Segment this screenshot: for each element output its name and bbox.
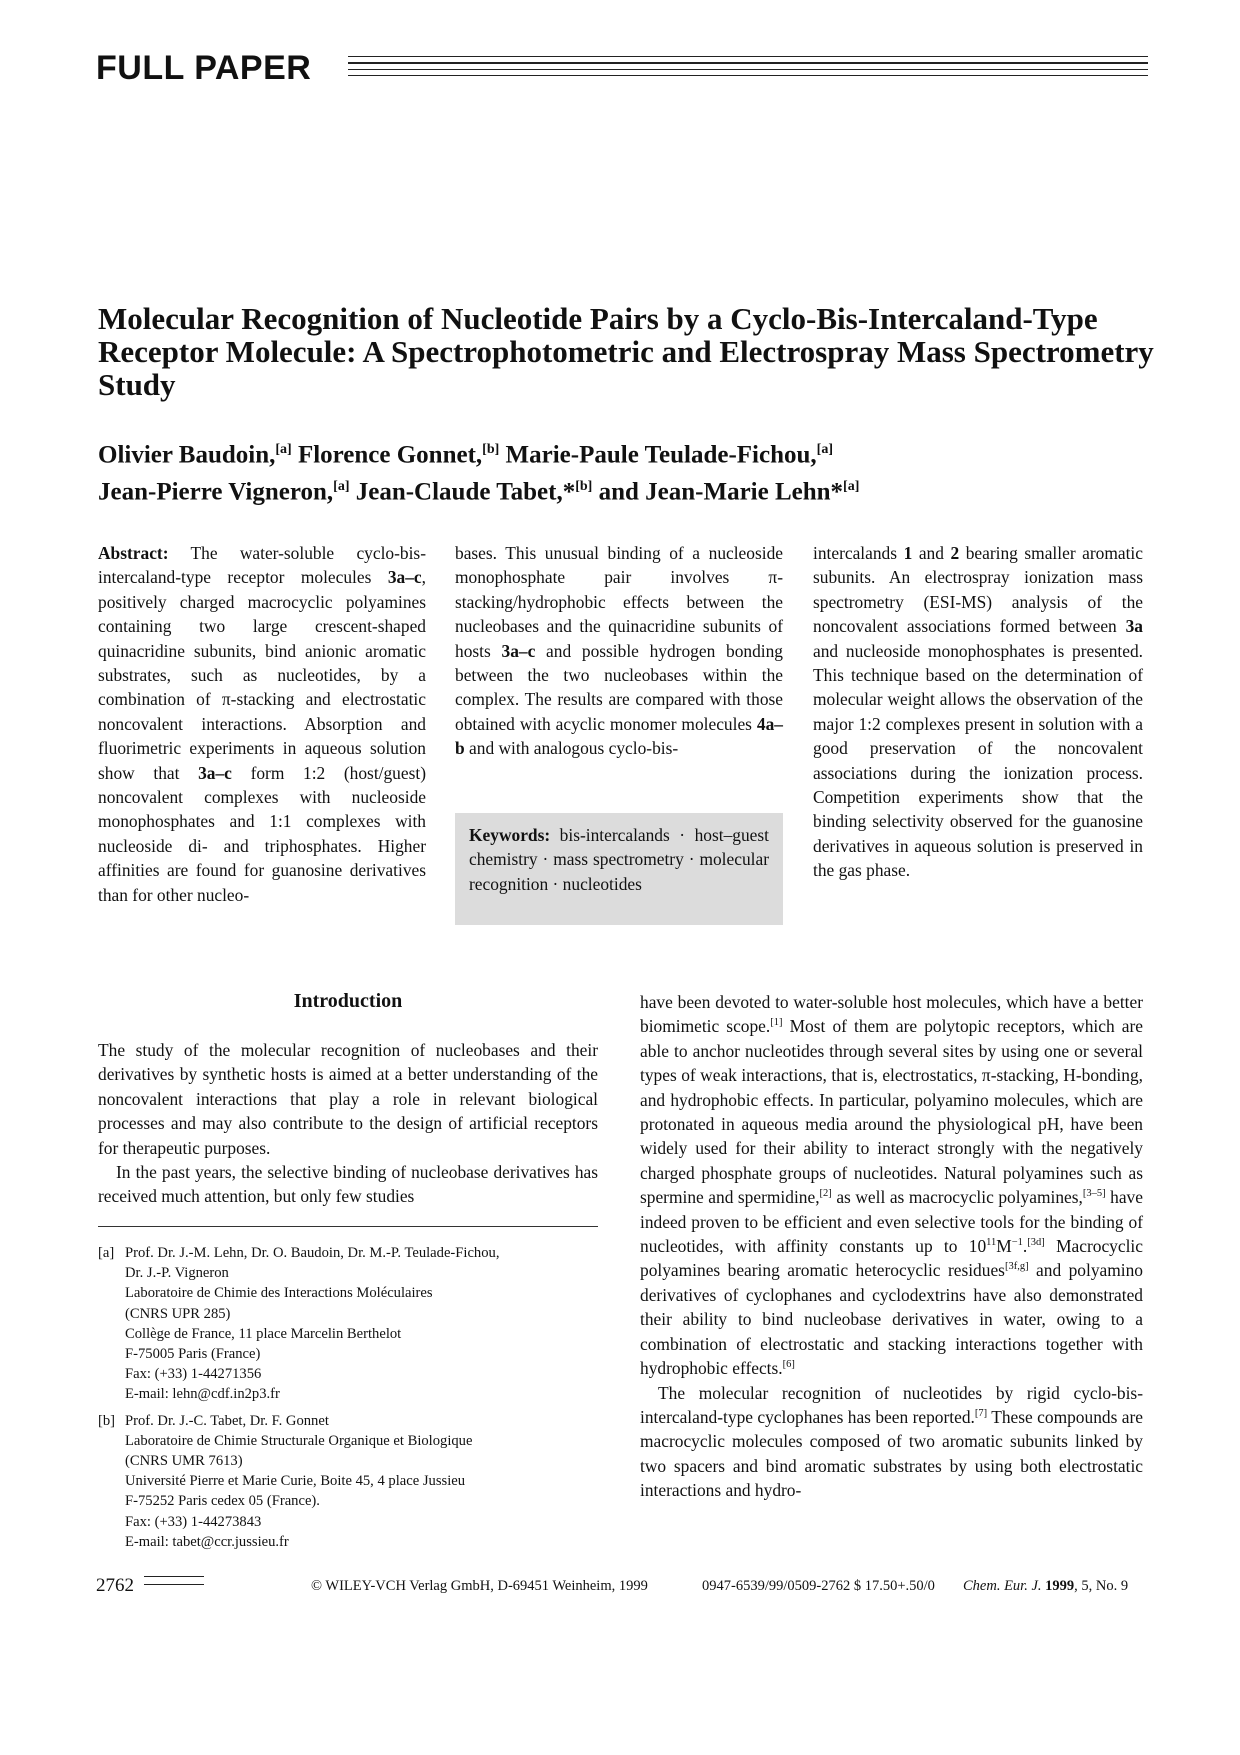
citation: [7]	[974, 1408, 988, 1420]
author-affiliation: [b]	[575, 479, 593, 495]
paragraph: In the past years, the selective binding of nucleobase derivatives has received much attention, but only few studies	[98, 1162, 598, 1207]
citation: [3f,g]	[1004, 1261, 1029, 1273]
author-name: and Jean-Marie Lehn*	[598, 478, 844, 506]
footnote-b: [b] Prof. Dr. J.-C. Tabet, Dr. F. Gonnet Laboratoire de Chimie Structurale Organique et Biologique (CNRS UMR 7613) Université Pierre et Marie Curie, Boite 45, 4 place Jussieu F-75252 Paris cedex 05 (France). Fax: (+33) 1-44273843 E-mail: tabet@ccr.jussieu.fr	[98, 1412, 473, 1550]
compound-label: 3a–c	[387, 567, 422, 588]
author-affiliation: [b]	[482, 442, 500, 457]
author-list	[98, 434, 1158, 509]
footnote-label: [a]	[98, 1245, 115, 1261]
abstract-column-1	[98, 541, 426, 907]
author-name: Jean-Claude Tabet,*	[355, 478, 576, 506]
author-name: Jean-Pierre Vigneron,	[98, 478, 334, 506]
abstract-text: bases. This unusual binding of a nucleoside monophosphate pair involves π-stacking/hydrophobic effects between the nucleobases and the quinacridine subunits of hosts 3a–c and possible hydrogen bonding between the two nucleobases within the complex. The results are compared with those obtained with acyclic monomer molecules 4a–b and with analogous cyclo-bis-	[455, 543, 784, 759]
exponent: 11	[986, 1237, 997, 1249]
page-number-rules	[144, 1576, 204, 1592]
paragraph: have been devoted to water-soluble host molecules, which have a better biomimetic scope.[1] Most of them are polytopic receptors, which are able to anchor nucleotides through several sites by using one or several types of weak interactions, that is, electrostatics, π-stacking, H-bonding, and hydrophobic effects. In particular, polyamino molecules, which are protonated in aqueous media around the physiological pH, have been widely used for their ability to interact strongly with the negatively charged phosphate groups of nucleotides. Natural polyamines such as spermine and spermidine,[2] as well as macrocyclic polyamines,[3–5] have indeed proven to be efficient and even selective tools for the binding of nucleotides, with affinity constants up to 10$^{11}$M$^{-1}$.[3d] Macrocyclic polyamines bearing aromatic heterocyclic residues[3f,g] and polyamino derivatives of cyclophanes and cyclodextrins have also demonstrated their ability to bind nucleobase derivatives in water, owing to a combination of electrostatic and stacking interactions together with hydrophobic effects.[6]	[640, 992, 1143, 1379]
journal-citation: Chem. Eur. J. 1999, 5, No. 9	[963, 1578, 1129, 1594]
compound-label: 1	[903, 543, 913, 563]
abstract-column-2	[455, 541, 783, 761]
section-label: FULL PAPER	[96, 49, 312, 87]
introduction-heading: Introduction	[293, 990, 403, 1012]
paragraph: The molecular recognition of nucleotides by rigid cyclo-bis-intercaland-type cyclophanes has been reported.[7] These compounds are macrocyclic molecules composed of two aromatic subunits linked by two spacers and bind aromatic substrates by using both electrostatic interactions and hydro-	[640, 1382, 1143, 1501]
header-rules	[348, 56, 1148, 86]
abstract-column-3	[813, 541, 1143, 883]
keywords-box	[455, 813, 783, 925]
author-name: Florence Gonnet,	[297, 441, 483, 469]
citation: [6]	[782, 1359, 795, 1371]
abstract-text: intercalands 1 and 2 bearing smaller aromatic subunits. An electrospray ionization mass spectrometry (ESI-MS) analysis of the noncovalent associations formed between 3a and nucleoside monophosphates is presented. This technique based on the determination of molecular weight allows the observation of the major 1:2 complexes present in solution with a good preservation of the noncovalent associations during the ionization process. Competition experiments show that the binding selectivity observed for the guanosine derivatives in aqueous solution is preserved in the gas phase.	[813, 543, 1143, 881]
footnote-a: [a] Prof. Dr. J.-M. Lehn, Dr. O. Baudoin, Dr. M.-P. Teulade-Fichou, Dr. J.-P. Vigneron Laboratoire de Chimie des Interactions Moléculaires (CNRS UPR 285) Collège de France, 11 place Marcelin Berthelot F-75005 Paris (France) Fax: (+33) 1-44271356 E-mail: lehn@cdf.in2p3.fr	[98, 1245, 500, 1403]
compound-label: 2	[950, 543, 960, 563]
author-affiliation: [a]	[275, 442, 292, 457]
author-affiliation: [a]	[333, 479, 350, 495]
unit: M	[996, 1236, 1012, 1257]
citation: [2]	[819, 1188, 832, 1200]
intro-column-right	[640, 990, 1143, 1503]
compound-label: 3a	[1125, 616, 1143, 637]
abstract-text: Abstract: The water-soluble cyclo-bis-intercaland-type receptor molecules 3a–c, positively charged macrocyclic polyamines containing two large crescent-shaped quinacridine subunits, bind anionic aromatic substrates, such as nucleotides, by a combination of π-stacking and electrostatic noncovalent interactions. Absorption and fluorimetric experiments in aqueous solution show that 3a–c form 1:2 (host/guest) noncovalent complexes with nucleoside monophosphates and 1:1 complexes with nucleoside di- and triphosphates. Higher affinities are found for guanosine derivatives than for other nucleo-	[98, 543, 426, 905]
citation: [3–5]	[1082, 1188, 1106, 1200]
compound-label: 3a–c	[198, 762, 232, 783]
footnote-rule	[98, 1226, 598, 1227]
footnote-label: [b]	[98, 1412, 116, 1429]
author-affiliation: [a]	[843, 479, 860, 495]
issn-line: 0947-6539/99/0509-2762 $ 17.50+.50/0	[702, 1578, 935, 1594]
abstract-label: Abstract:	[98, 543, 169, 563]
compound-label: 3a–c	[501, 640, 536, 661]
keywords-label: Keywords:	[469, 825, 551, 845]
article-title: Molecular Recognition of Nucleotide Pairs by a Cyclo-Bis-Intercaland-Type Receptor Molecule: A Spectrophotometric and Electrospray Mass Spectrometry Study	[98, 301, 1154, 402]
paragraph: The study of the molecular recognition of nucleobases and their derivatives by synthetic hosts is aimed at a better understanding of the noncovalent interactions that play a role in relevant biological processes and may also contribute to the design of artificial receptors for therapeutic purposes.	[98, 1040, 598, 1158]
author-affiliation: [a]	[816, 442, 833, 457]
author-name: Marie-Paule Teulade-Fichou,	[505, 441, 817, 469]
intro-column-left	[98, 1038, 598, 1209]
citation: [3d]	[1027, 1237, 1045, 1249]
exponent: −1	[1011, 1237, 1023, 1249]
keywords-text: bis-intercalands · host–guest chemistry · mass spectrometry · molecular recognition · nucleotides	[469, 825, 769, 894]
citation: [1]	[770, 1017, 783, 1029]
page-number: 2762	[96, 1575, 134, 1596]
publisher-line: © WILEY-VCH Verlag GmbH, D-69451 Weinheim, 1999	[311, 1578, 648, 1594]
compound-label: 4a–b	[455, 713, 783, 759]
affiliation-footnotes	[98, 1243, 598, 1558]
author-name: Olivier Baudoin,	[98, 441, 276, 469]
